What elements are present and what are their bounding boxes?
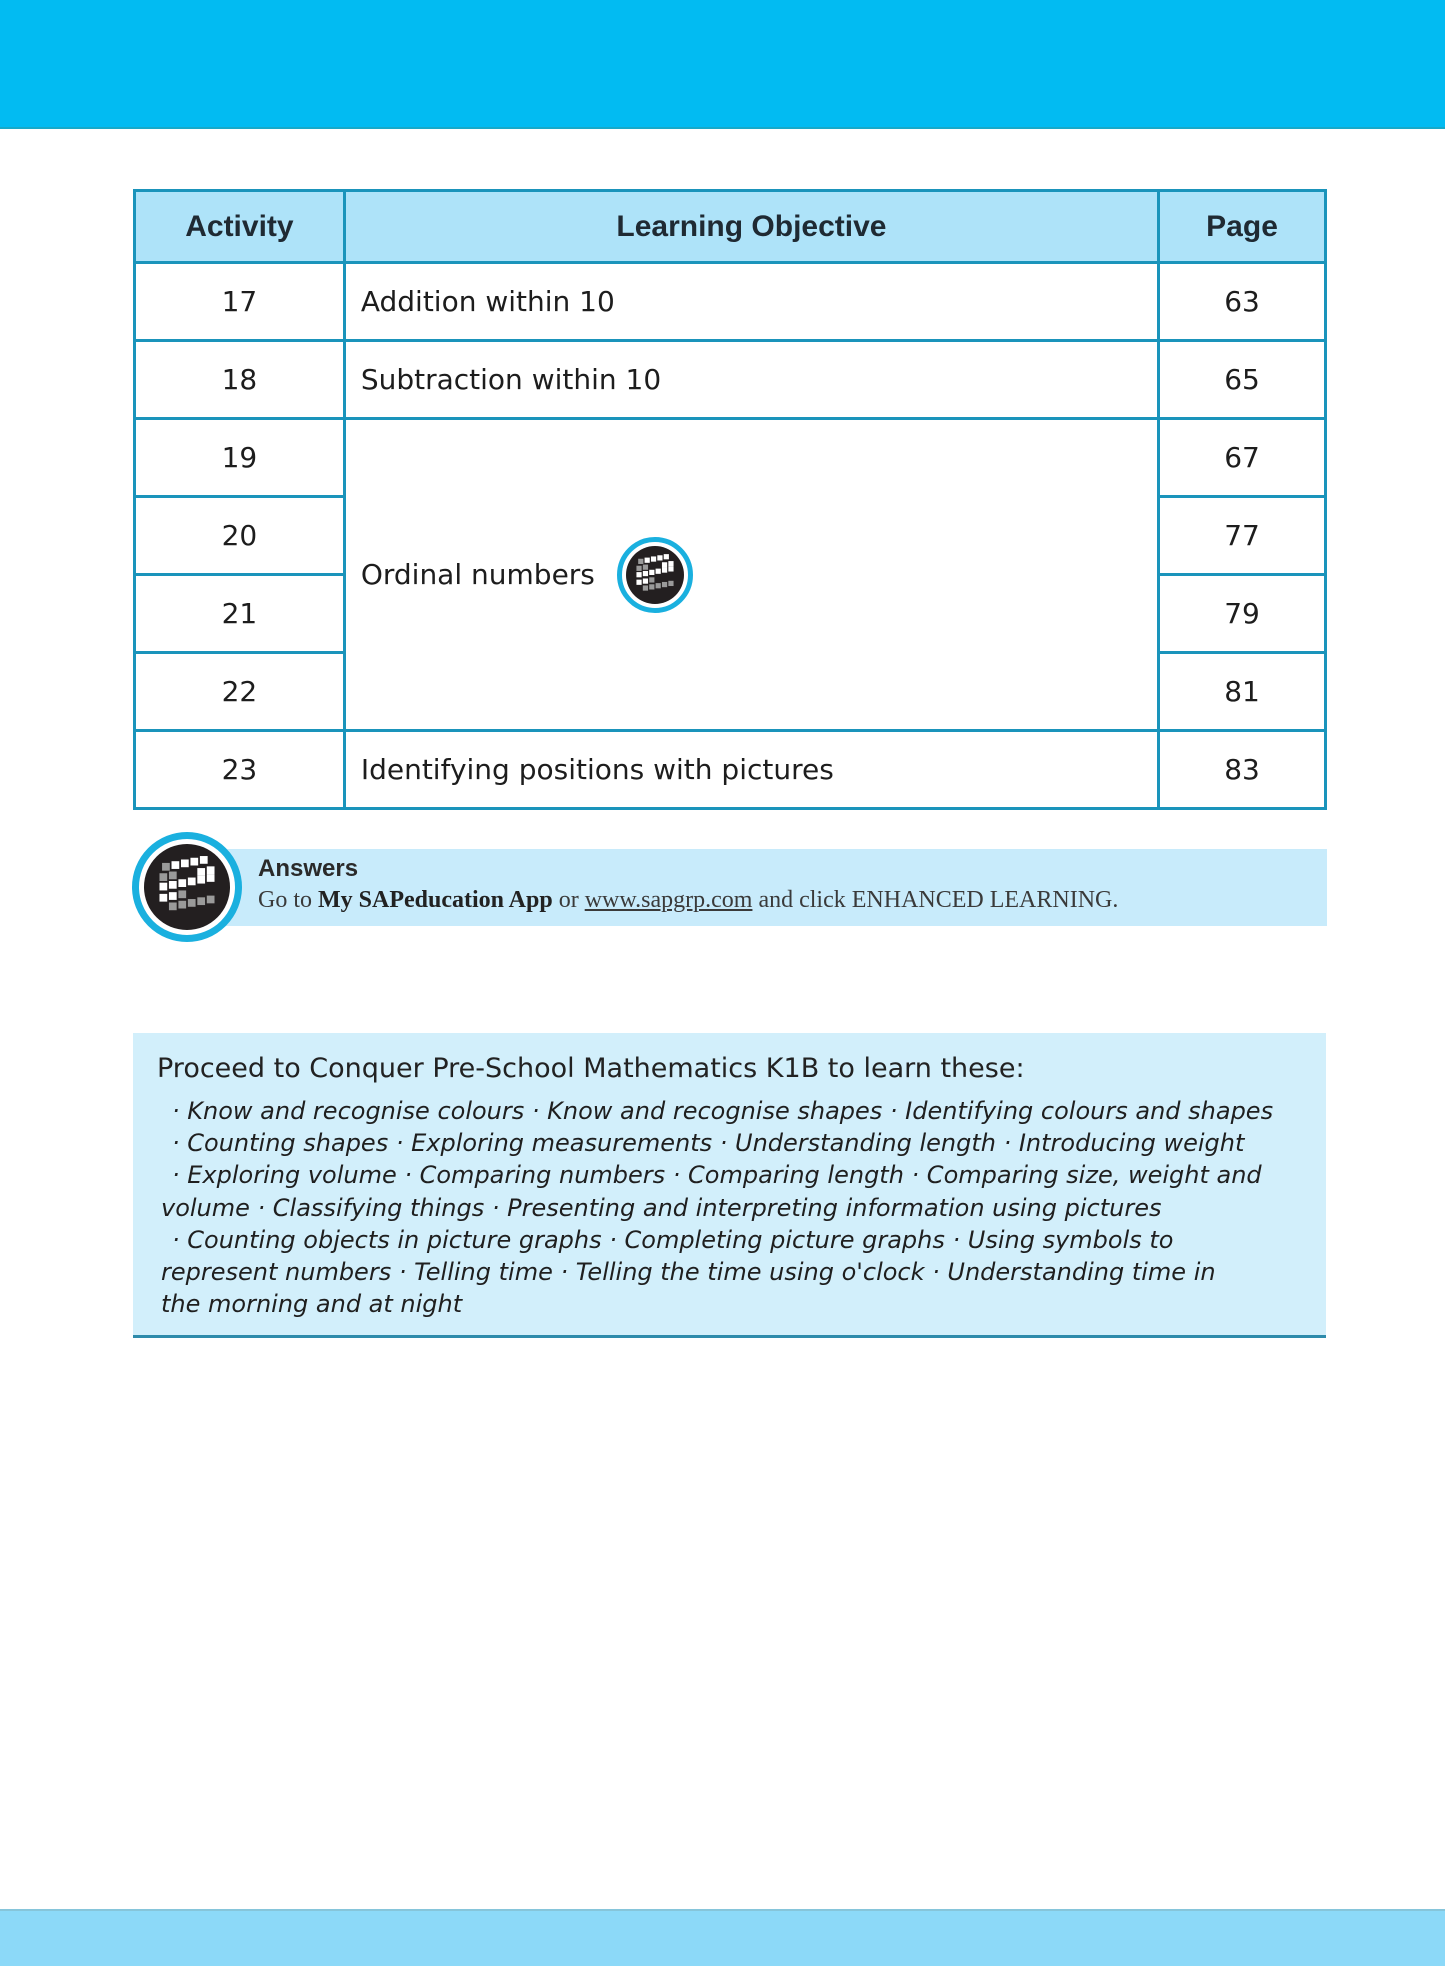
header-page: Page bbox=[1159, 191, 1326, 263]
activity-number: 17 bbox=[135, 263, 345, 341]
answers-instructions bbox=[258, 887, 1118, 914]
activity-number: 22 bbox=[135, 653, 345, 731]
footer-band bbox=[0, 1909, 1445, 1966]
learning-objective: Addition within 10 bbox=[344, 263, 1158, 341]
topic-line: · Exploring volume · Comparing numbers · Comparing length · Comparing size, weight and bbox=[172, 1161, 1262, 1190]
learning-objective-merged bbox=[344, 419, 1158, 731]
activity-number: 20 bbox=[135, 497, 345, 575]
page-number: 81 bbox=[1159, 653, 1326, 731]
page-number: 79 bbox=[1159, 575, 1326, 653]
topic-line: volume · Classifying things · Presenting and interpreting information using pictures bbox=[161, 1193, 1162, 1222]
answers-title: Answers bbox=[258, 855, 359, 882]
table-row bbox=[135, 731, 1326, 809]
topic-line: · Counting shapes · Exploring measurements · Understanding length · Introducing weight bbox=[172, 1129, 1245, 1158]
table-row bbox=[135, 263, 1326, 341]
activity-number: 23 bbox=[135, 731, 345, 809]
activity-number: 19 bbox=[135, 419, 345, 497]
answers-banner bbox=[197, 849, 1327, 926]
table-header-row bbox=[135, 191, 1326, 263]
answers-text-prefix: Go to bbox=[258, 887, 318, 913]
activity-number: 18 bbox=[135, 341, 345, 419]
e-learning-badge-icon[interactable] bbox=[617, 537, 693, 613]
answers-text-suffix: and click ENHANCED LEARNING. bbox=[752, 887, 1119, 913]
topic-line: the morning and at night bbox=[161, 1290, 463, 1319]
e-learning-badge-icon[interactable] bbox=[132, 832, 242, 942]
next-book-box bbox=[133, 1033, 1326, 1338]
sapgrp-link[interactable]: www.sapgrp.com bbox=[584, 887, 753, 913]
e-pixel-glyph-icon bbox=[144, 844, 230, 930]
page-number: 77 bbox=[1159, 497, 1326, 575]
page-number: 65 bbox=[1159, 341, 1326, 419]
activity-number: 21 bbox=[135, 575, 345, 653]
e-pixel-glyph-icon bbox=[626, 546, 684, 604]
topic-list bbox=[161, 1095, 1312, 1320]
table-row bbox=[135, 419, 1326, 497]
page-number: 67 bbox=[1159, 419, 1326, 497]
page-number: 83 bbox=[1159, 731, 1326, 809]
learning-objective: Ordinal numbers bbox=[360, 558, 595, 591]
header-learning-objective: Learning Objective bbox=[344, 191, 1158, 263]
topic-line: · Counting objects in picture graphs · Completing picture graphs · Using symbols to bbox=[172, 1225, 1174, 1254]
learning-objective: Subtraction within 10 bbox=[344, 341, 1158, 419]
table-row bbox=[135, 341, 1326, 419]
topic-line: · Know and recognise colours · Know and recognise shapes · Identifying colours and shapes bbox=[172, 1097, 1274, 1125]
app-name: My SAPeducation App bbox=[318, 887, 553, 913]
topic-line: represent numbers · Telling time · Telling the time using o'clock · Understanding time in bbox=[161, 1258, 1216, 1287]
header-band bbox=[0, 0, 1445, 129]
page-number: 63 bbox=[1159, 263, 1326, 341]
contents-table bbox=[133, 189, 1327, 810]
answers-text-or: or bbox=[552, 887, 585, 913]
header-activity: Activity bbox=[135, 191, 345, 263]
next-book-title: Proceed to Conquer Pre-School Mathematics K1B to learn these: bbox=[157, 1053, 1025, 1084]
learning-objective: Identifying positions with pictures bbox=[344, 731, 1158, 809]
